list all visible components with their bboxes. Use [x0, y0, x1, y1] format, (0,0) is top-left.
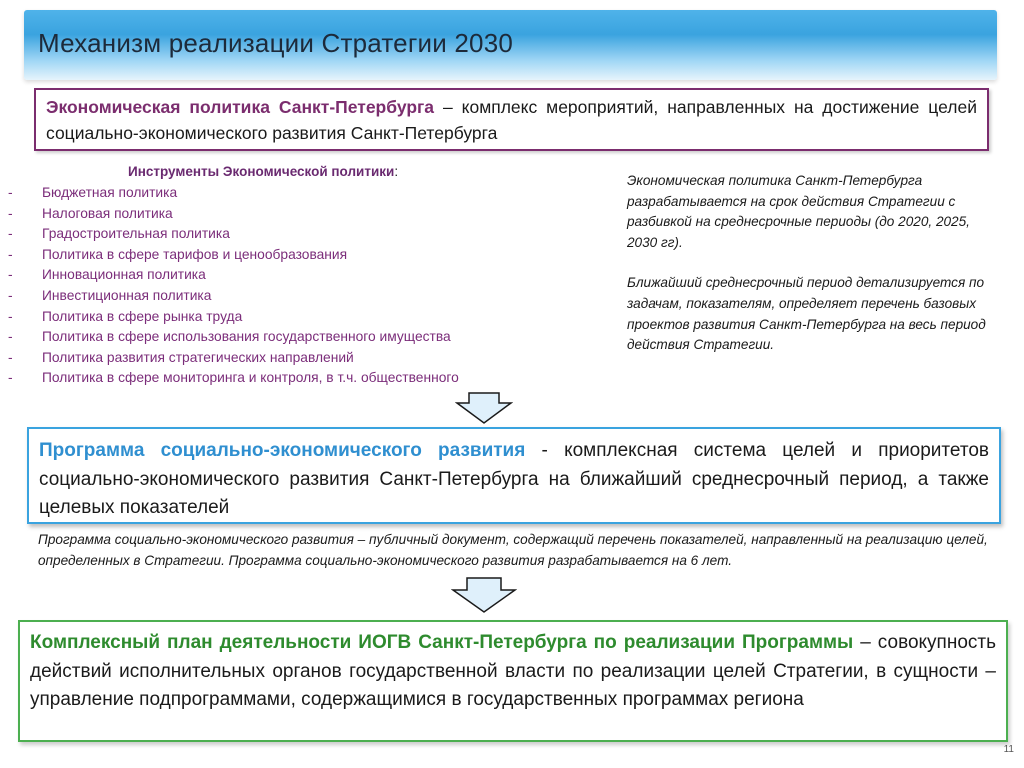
list-item [8, 368, 459, 389]
economic-policy-term: Экономическая политика Санкт-Петербурга [46, 97, 435, 117]
note-paragraph-1: Экономическая политика Санкт-Петербурга разрабатывается на срок действия Стратегии с разбивкой на среднесрочные периоды (до 2020, 2025, 2030 гг). [627, 173, 970, 250]
bullet-dash: - [8, 349, 13, 365]
economic-policy-note [627, 171, 992, 376]
list-item [8, 286, 459, 307]
economic-policy-definition-box [34, 88, 989, 151]
list-item-text: Бюджетная политика [42, 185, 178, 200]
tools-heading [128, 164, 398, 179]
list-item [8, 245, 459, 266]
list-item-text: Политика в сфере рынка труда [42, 308, 243, 324]
list-item [8, 327, 459, 348]
bullet-dash: - [8, 246, 13, 262]
bullet-dash: - [8, 267, 13, 283]
program-definition-box [27, 427, 1001, 524]
list-item [8, 183, 459, 204]
bullet-dash: - [8, 287, 13, 303]
bullet-dash: - [8, 329, 13, 345]
note-paragraph-2: Ближайший среднесрочный период детализируется по задачам, показателям, определяет перечень базовых проектов развития Санкт-Петербурга на весь период действия Стратегии. [627, 275, 986, 353]
bullet-dash: - [8, 308, 13, 324]
list-item [8, 348, 459, 369]
bullet-dash: - [8, 185, 13, 200]
program-description: - комплексная система целей и приоритетов социально-экономического развития Санкт-Петербурга на ближайший среднесрочный период, а также целевых показателей [39, 440, 989, 518]
list-item [8, 265, 459, 286]
list-item-text: Градостроительная политика [42, 226, 230, 242]
economic-policy-description: – комплекс мероприятий, направленных на достижение целей социально-экономического развития Санкт-Петербурга [46, 97, 977, 143]
list-item-text: Инновационная политика [42, 267, 206, 283]
tools-heading-colon: : [394, 164, 399, 179]
page-title: Механизм реализации Стратегии 2030 [38, 28, 514, 58]
plan-definition-box [18, 620, 1008, 742]
list-item [8, 204, 459, 225]
list-item-text: Политика в сфере мониторинга и контроля, в т.ч. общественного [42, 370, 459, 386]
tools-heading-text: Инструменты Экономической политики [128, 164, 395, 179]
list-item-text: Налоговая политика [42, 205, 173, 221]
list-item-text: Инвестиционная политика [42, 287, 212, 303]
bullet-dash: - [8, 226, 13, 242]
title-banner [24, 10, 997, 80]
list-item [8, 307, 459, 328]
page-number: 11 [1003, 744, 1014, 755]
list-item-text: Политика в сфере тарифов и ценообразования [42, 246, 348, 262]
list-item-text: Политика развития стратегических направлений [42, 349, 354, 365]
list-item-text: Политика в сфере использования государственного имущества [42, 329, 451, 345]
down-arrow-icon [455, 392, 513, 424]
bullet-dash: - [8, 205, 13, 221]
program-note: Программа социально-экономического развития – публичный документ, содержащий перечень показателей, направленный на реализацию целей, определенных в Стратегии. Программа социально-экономического развития разрабатывается на 6 лет. [38, 532, 988, 568]
list-item [8, 224, 459, 245]
plan-description: – совокупность действий исполнительных органов государственной власти по реализации целей Стратегии, в сущности – управление подпрограммами, содержащимися в государственных программах региона [30, 632, 997, 710]
down-arrow-icon [451, 577, 517, 613]
tools-list [8, 183, 459, 389]
program-term: Программа социально-экономического развития [39, 440, 526, 461]
plan-term: Комплексный план деятельности ИОГВ Санкт-Петербурга по реализации Программы [30, 632, 854, 653]
bullet-dash: - [8, 370, 13, 386]
